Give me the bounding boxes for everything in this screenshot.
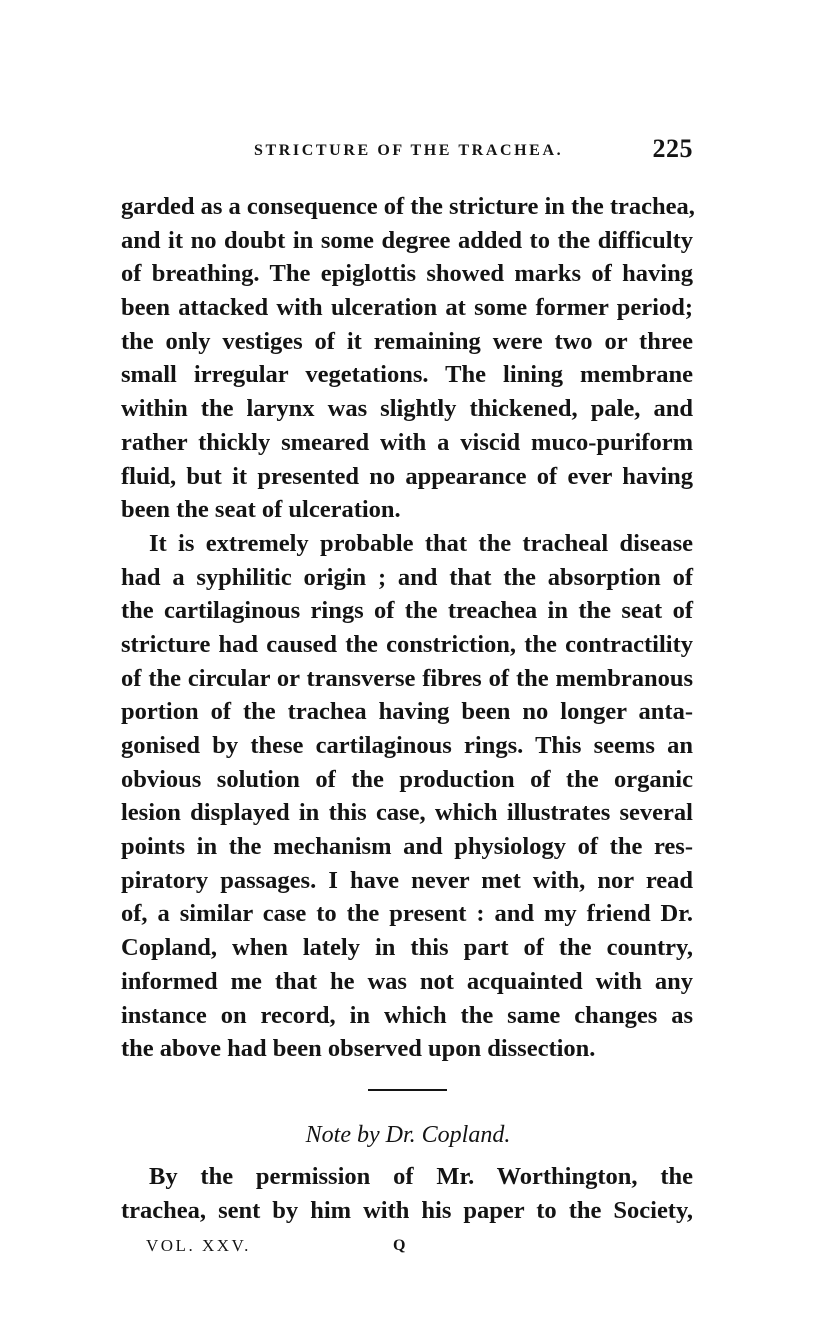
text-line: and it no doubt in some degree added to the difficulty <box>121 226 693 254</box>
text-line: garded as a consequence of the stricture in the trachea, <box>121 193 695 220</box>
note-text <box>121 1160 693 1227</box>
text-line: informed me that he was not acquainted with any <box>121 967 693 995</box>
note-heading: Note by Dr. Copland. <box>305 1122 511 1148</box>
text-line: of, a similar case to the present : and my friend Dr. <box>121 900 693 928</box>
text-line: within the larynx was slightly thickened, pale, and <box>121 395 693 423</box>
text-line: rather thickly smeared with a viscid muco-puriform <box>121 428 693 456</box>
text-line: the above had been observed upon dissection. <box>121 1035 596 1063</box>
text-line: It is extremely probable that the tracheal disease <box>149 529 693 557</box>
text-line: portion of the trachea having been no longer anta- <box>121 698 693 726</box>
signature-mark: Q <box>393 1237 406 1254</box>
text-line: Copland, when lately in this part of the country, <box>121 934 693 962</box>
text-line: By the permission of Mr. Worthington, the <box>149 1163 693 1190</box>
text-line: lesion displayed in this case, which illustrates several <box>121 799 693 827</box>
text-line: been the seat of ulceration. <box>121 496 401 524</box>
text-line: the cartilaginous rings of the treachea in the seat of <box>121 597 693 625</box>
text-line: stricture had caused the constriction, the contractility <box>121 630 693 658</box>
page-number: 225 <box>652 134 693 163</box>
text-line: been attacked with ulceration at some former period; <box>121 294 693 322</box>
running-title: STRICTURE OF THE TRACHEA. <box>254 142 564 159</box>
main-text <box>121 190 693 1066</box>
text-line: of breathing. The epiglottis showed marks of having <box>121 260 693 288</box>
running-head <box>121 134 693 166</box>
section-divider <box>368 1089 447 1091</box>
text-line: small irregular vegetations. The lining membrane <box>121 361 693 389</box>
text-line: piratory passages. I have never met with, nor read <box>121 866 693 894</box>
text-line: fluid, but it presented no appearance of ever having <box>121 462 693 490</box>
text-line: of the circular or transverse fibres of the membranous <box>121 664 693 692</box>
volume-label: VOL. XXV. <box>146 1236 251 1255</box>
text-line: obvious solution of the production of the organic <box>121 765 693 793</box>
text-line: had a syphilitic origin ; and that the absorption of <box>121 563 693 591</box>
text-line: gonised by these cartilaginous rings. This seems an <box>121 732 693 759</box>
text-line: points in the mechanism and physiology of the res- <box>121 833 693 861</box>
text-line: instance on record, in which the same changes as <box>121 1001 693 1029</box>
text-line: the only vestiges of it remaining were two or three <box>121 327 693 355</box>
page-footer <box>146 1236 446 1260</box>
text-line: trachea, sent by him with his paper to the Society, <box>121 1196 693 1224</box>
